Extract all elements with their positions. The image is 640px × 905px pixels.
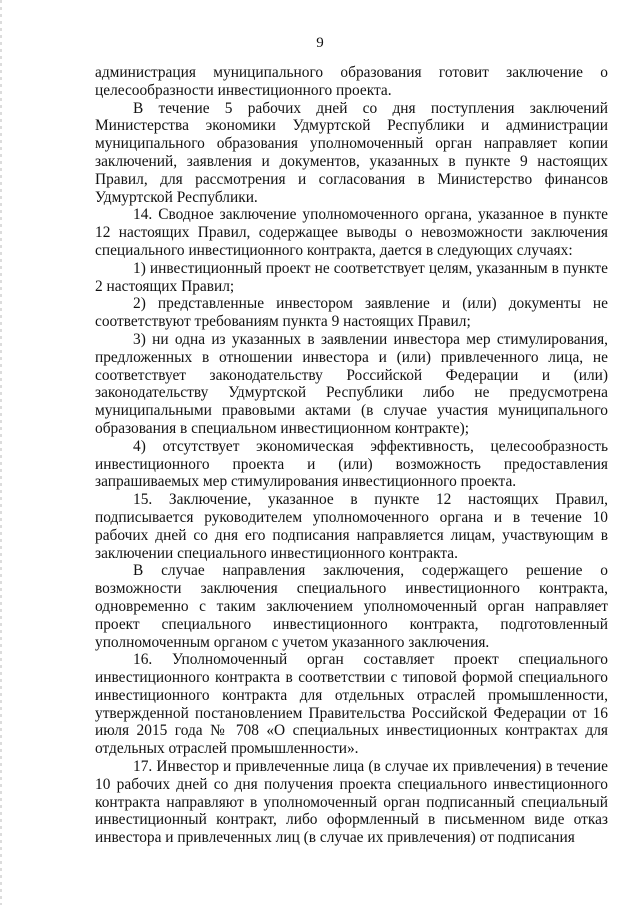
- paragraph-14: 14. Сводное заключение уполномоченного органа, указанное в пункте 12 настоящих Правил, содержащее выводы о невозможности заключения специального инвестиционного контракта, дается в следующих случаях:: [95, 206, 608, 259]
- paragraph-15: 15. Заключение, указанное в пункте 12 настоящих Правил, подписывается руководителем уполномоченного органа и в течение 10 рабочих дней со дня его подписания направляется лицам, участвующим в заключении специального инвестиционного контракта.: [95, 491, 608, 562]
- paragraph-16: 16. Уполномоченный орган составляет проект специального инвестиционного контракта в соответствии с типовой формой специального инвестиционного контракта для отдельных отраслей промышленности, утвержденной постановлением Правительства Российской Федерации от 16 июля 2015 года № 708 «О специальных инвестиционных контрактах для отдельных отраслей промышленности».: [95, 651, 608, 758]
- document-body: [95, 64, 608, 847]
- paragraph-15-continuation: В случае направления заключения, содержащего решение о возможности заключения специального инвестиционного контракта, одновременно с таким заключением уполномоченный орган направляет проект специального инвестиционного контракта, подготовленный уполномоченным органом с учетом указанного заключения.: [95, 562, 608, 651]
- paragraph-14-item-1: 1) инвестиционный проект не соответствует целям, указанным в пункте 2 настоящих Правил;: [95, 259, 608, 295]
- page-number: 9: [316, 35, 324, 51]
- paragraph-5-days: В течение 5 рабочих дней со дня поступления заключений Министерства экономики Удмуртской Республики и администрации муниципального образования уполномоченный орган направляет копии заключений, заявления и документов, указанных в пункте 9 настоящих Правил, для рассмотрения и согласования в Министерство финансов Удмуртской Республики.: [95, 99, 608, 206]
- paragraph-17: 17. Инвестор и привлеченные лица (в случае их привлечения) в течение 10 рабочих дней со дня получения проекта специального инвестиционного контракта направляют в уполномоченный орган подписанный специальный инвестиционный контракт, либо оформленный в письменном виде отказ инвестора и привлеченных лиц (в случае их привлечения) от подписания: [95, 758, 608, 847]
- paragraph-14-item-4: 4) отсутствует экономическая эффективность, целесообразность инвестиционного проекта и (или) возможность предоставления запрашиваемых мер стимулирования инвестиционного проекта.: [95, 437, 608, 491]
- scan-edge-artifact: [0, 0, 2, 905]
- paragraph-continuation: администрация муниципального образования готовит заключение о целесообразности инвестиционного проекта.: [95, 64, 608, 99]
- paragraph-14-item-3: 3) ни одна из указанных в заявлении инвестора мер стимулирования, предложенных в отношении инвестора и (или) привлеченного лица, не соответствует законодательству Российской Федерации и (или) законодательству Удмуртской Республики либо не предусмотрена муниципальными правовыми актами (в случае участия муниципального образования в специальном инвестиционном контракте);: [95, 330, 608, 437]
- paragraph-14-item-2: 2) представленные инвестором заявление и (или) документы не соответствуют требованиям пункта 9 настоящих Правил;: [95, 295, 608, 331]
